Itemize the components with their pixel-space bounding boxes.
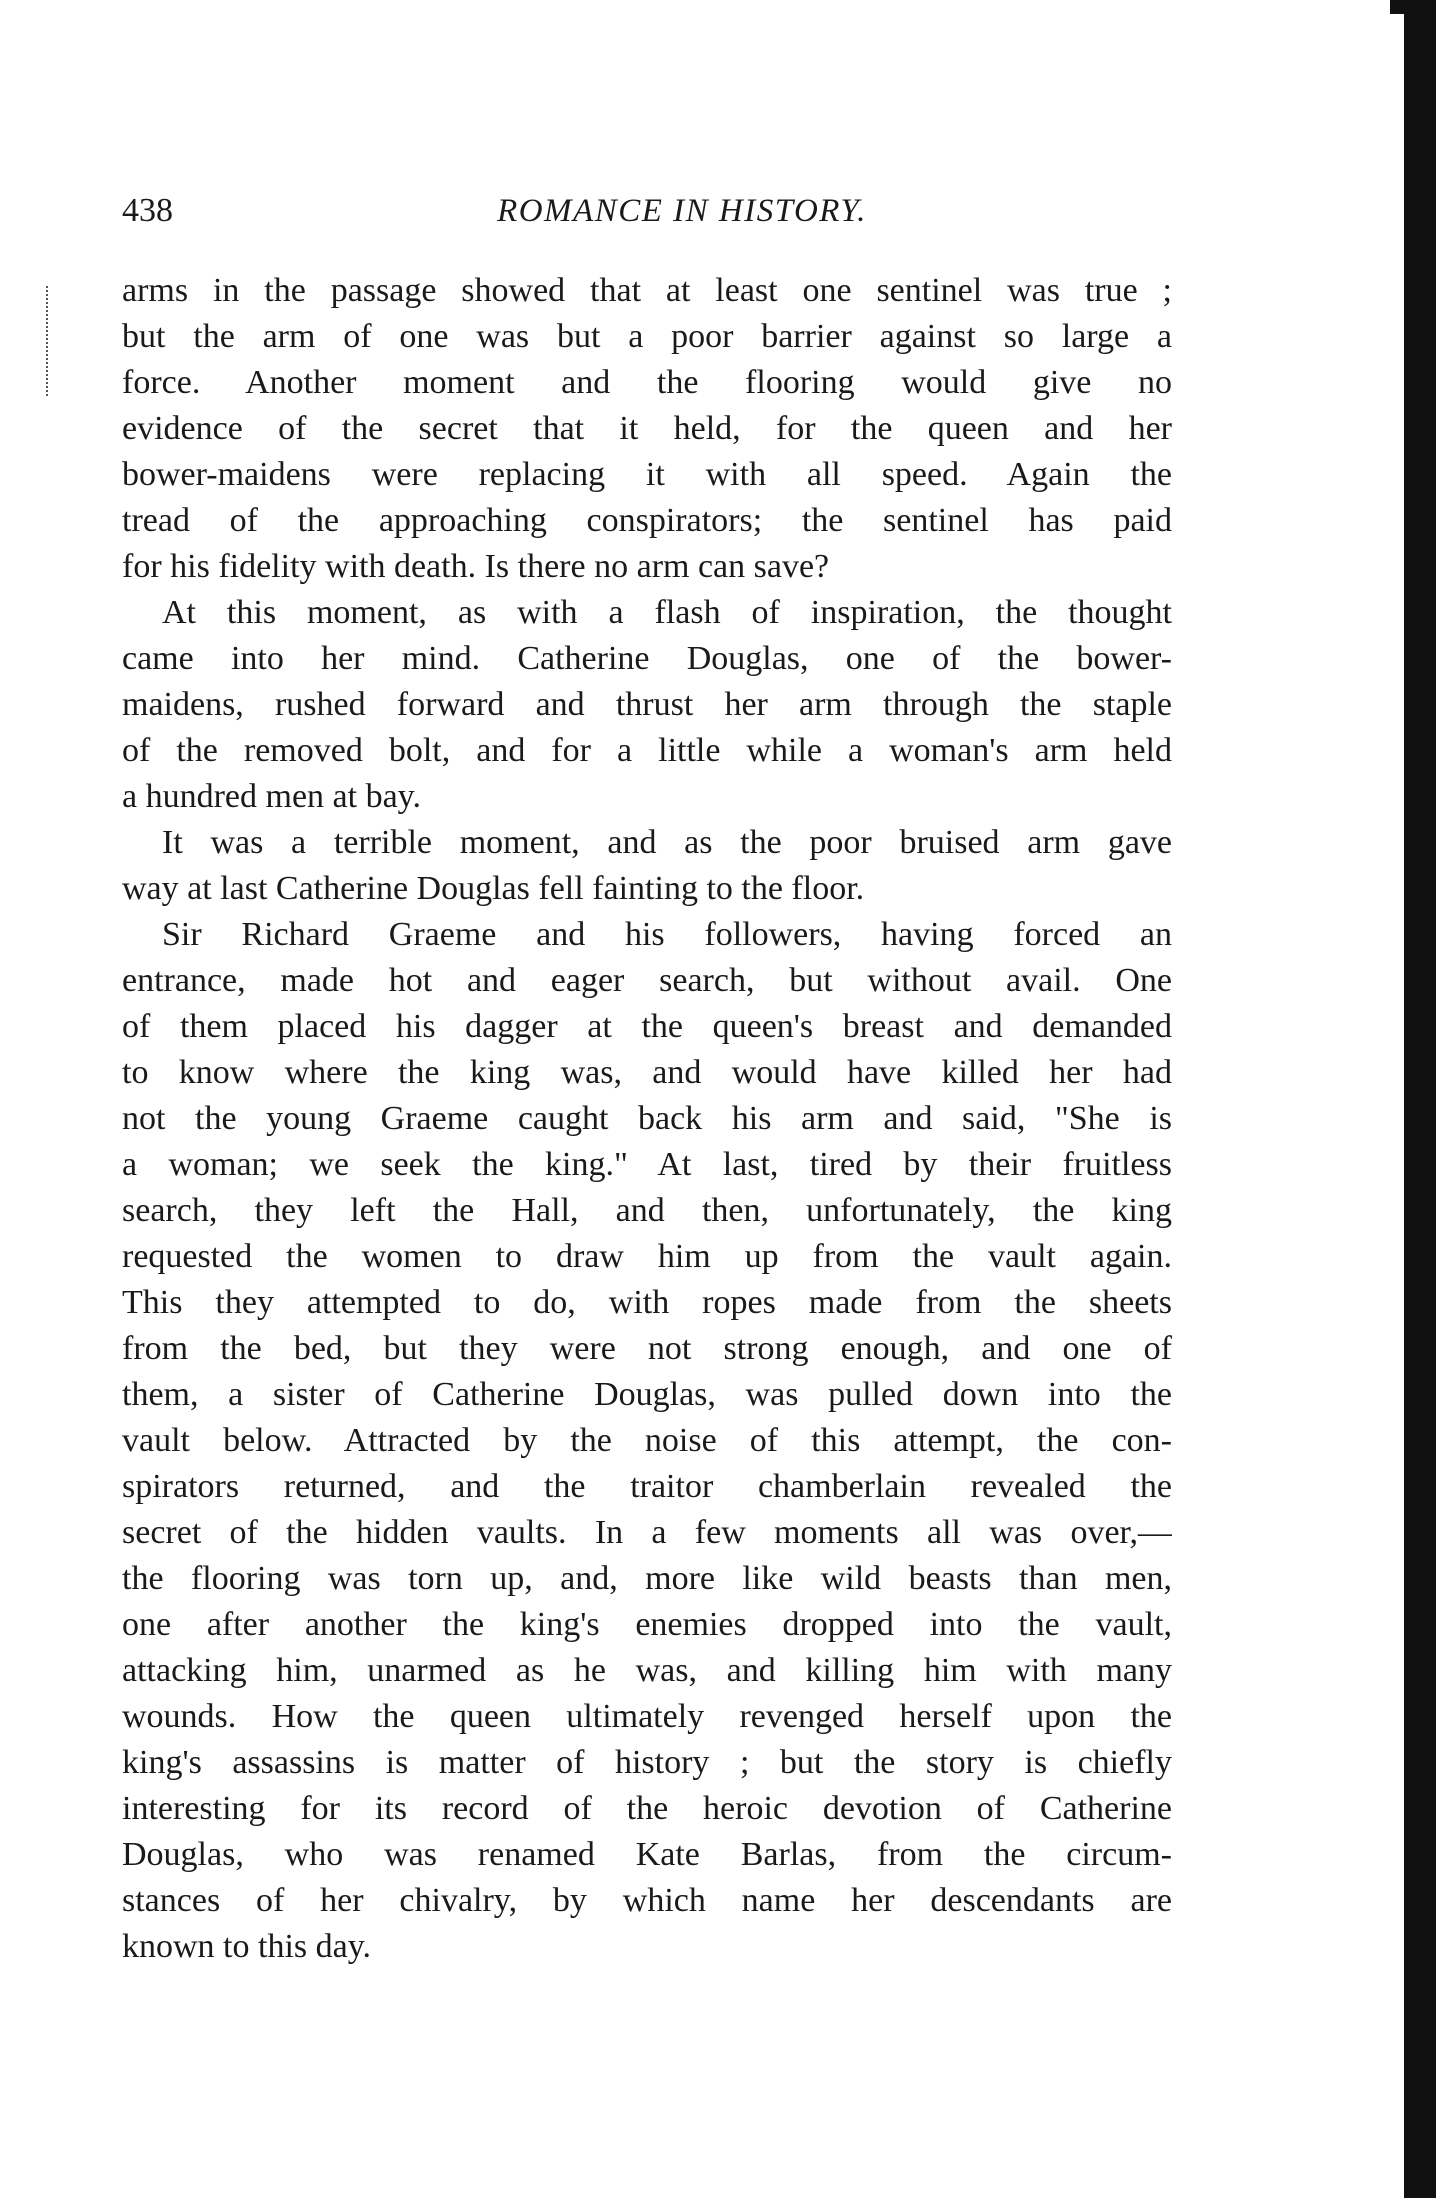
scan-edge-shadow [1404,0,1436,2198]
text-line: This they attempted to do, with ropes made from the sheets [122,1284,1172,1321]
scan-edge-corner [1390,0,1404,14]
text-line: to know where the king was, and would have killed her had [122,1054,1172,1091]
text-line: a woman; we seek the king." At last, tired by their fruitless [122,1146,1172,1183]
text-line: entrance, made hot and eager search, but without avail. One [122,962,1172,999]
text-line: arms in the passage showed that at least one sentinel was true ; [122,272,1172,309]
text-line: a hundred men at bay. [122,778,421,815]
text-line: secret of the hidden vaults. In a few moments all was over,— [122,1514,1172,1551]
text-line: but the arm of one was but a poor barrier against so large a [122,318,1172,355]
text-line: tread of the approaching conspirators; the sentinel has paid [122,502,1172,539]
text-line: Sir Richard Graeme and his followers, having forced an [162,916,1172,953]
text-line: interesting for its record of the heroic devotion of Catherine [122,1790,1172,1827]
page-number: 438 [122,192,173,229]
text-line: from the bed, but they were not strong enough, and one of [122,1330,1172,1367]
text-line: Douglas, who was renamed Kate Barlas, from the circum- [122,1836,1172,1873]
text-line: It was a terrible moment, and as the poor bruised arm gave [162,824,1172,861]
page-header [122,186,1172,236]
text-line: came into her mind. Catherine Douglas, one of the bower- [122,640,1172,677]
text-line: vault below. Attracted by the noise of this attempt, the con- [122,1422,1172,1459]
text-line: force. Another moment and the flooring would give no [122,364,1172,401]
text-line: them, a sister of Catherine Douglas, was pulled down into the [122,1376,1172,1413]
text-line: king's assassins is matter of history ; but the story is chiefly [122,1744,1172,1781]
text-line: At this moment, as with a flash of inspiration, the thought [162,594,1172,631]
text-line: stances of her chivalry, by which name her descendants are [122,1882,1172,1919]
text-line: not the young Graeme caught back his arm and said, "She is [122,1100,1172,1137]
text-line: evidence of the secret that it held, for the queen and her [122,410,1172,447]
text-line: of them placed his dagger at the queen's breast and demanded [122,1008,1172,1045]
text-line: the flooring was torn up, and, more like wild beasts than men, [122,1560,1172,1597]
text-line: for his fidelity with death. Is there no arm can save? [122,548,830,585]
paragraph [122,912,1172,1970]
text-line: spirators returned, and the traitor chamberlain revealed the [122,1468,1172,1505]
text-line: requested the women to draw him up from the vault again. [122,1238,1172,1275]
text-line: known to this day. [122,1928,372,1965]
text-line: way at last Catherine Douglas fell fainting to the floor. [122,870,865,907]
paragraph [122,820,1172,912]
text-line: search, they left the Hall, and then, unfortunately, the king [122,1192,1172,1229]
margin-mark [46,286,51,396]
text-line: wounds. How the queen ultimately revenged herself upon the [122,1698,1172,1735]
text-line: of the removed bolt, and for a little while a woman's arm held [122,732,1172,769]
paragraph [122,590,1172,820]
text-line: bower-maidens were replacing it with all speed. Again the [122,456,1172,493]
text-line: one after another the king's enemies dropped into the vault, [122,1606,1172,1643]
text-line: attacking him, unarmed as he was, and killing him with many [122,1652,1172,1689]
body-text [122,268,1172,1970]
running-title: ROMANCE IN HISTORY. [497,193,867,229]
text-line: maidens, rushed forward and thrust her arm through the staple [122,686,1172,723]
paragraph [122,268,1172,590]
